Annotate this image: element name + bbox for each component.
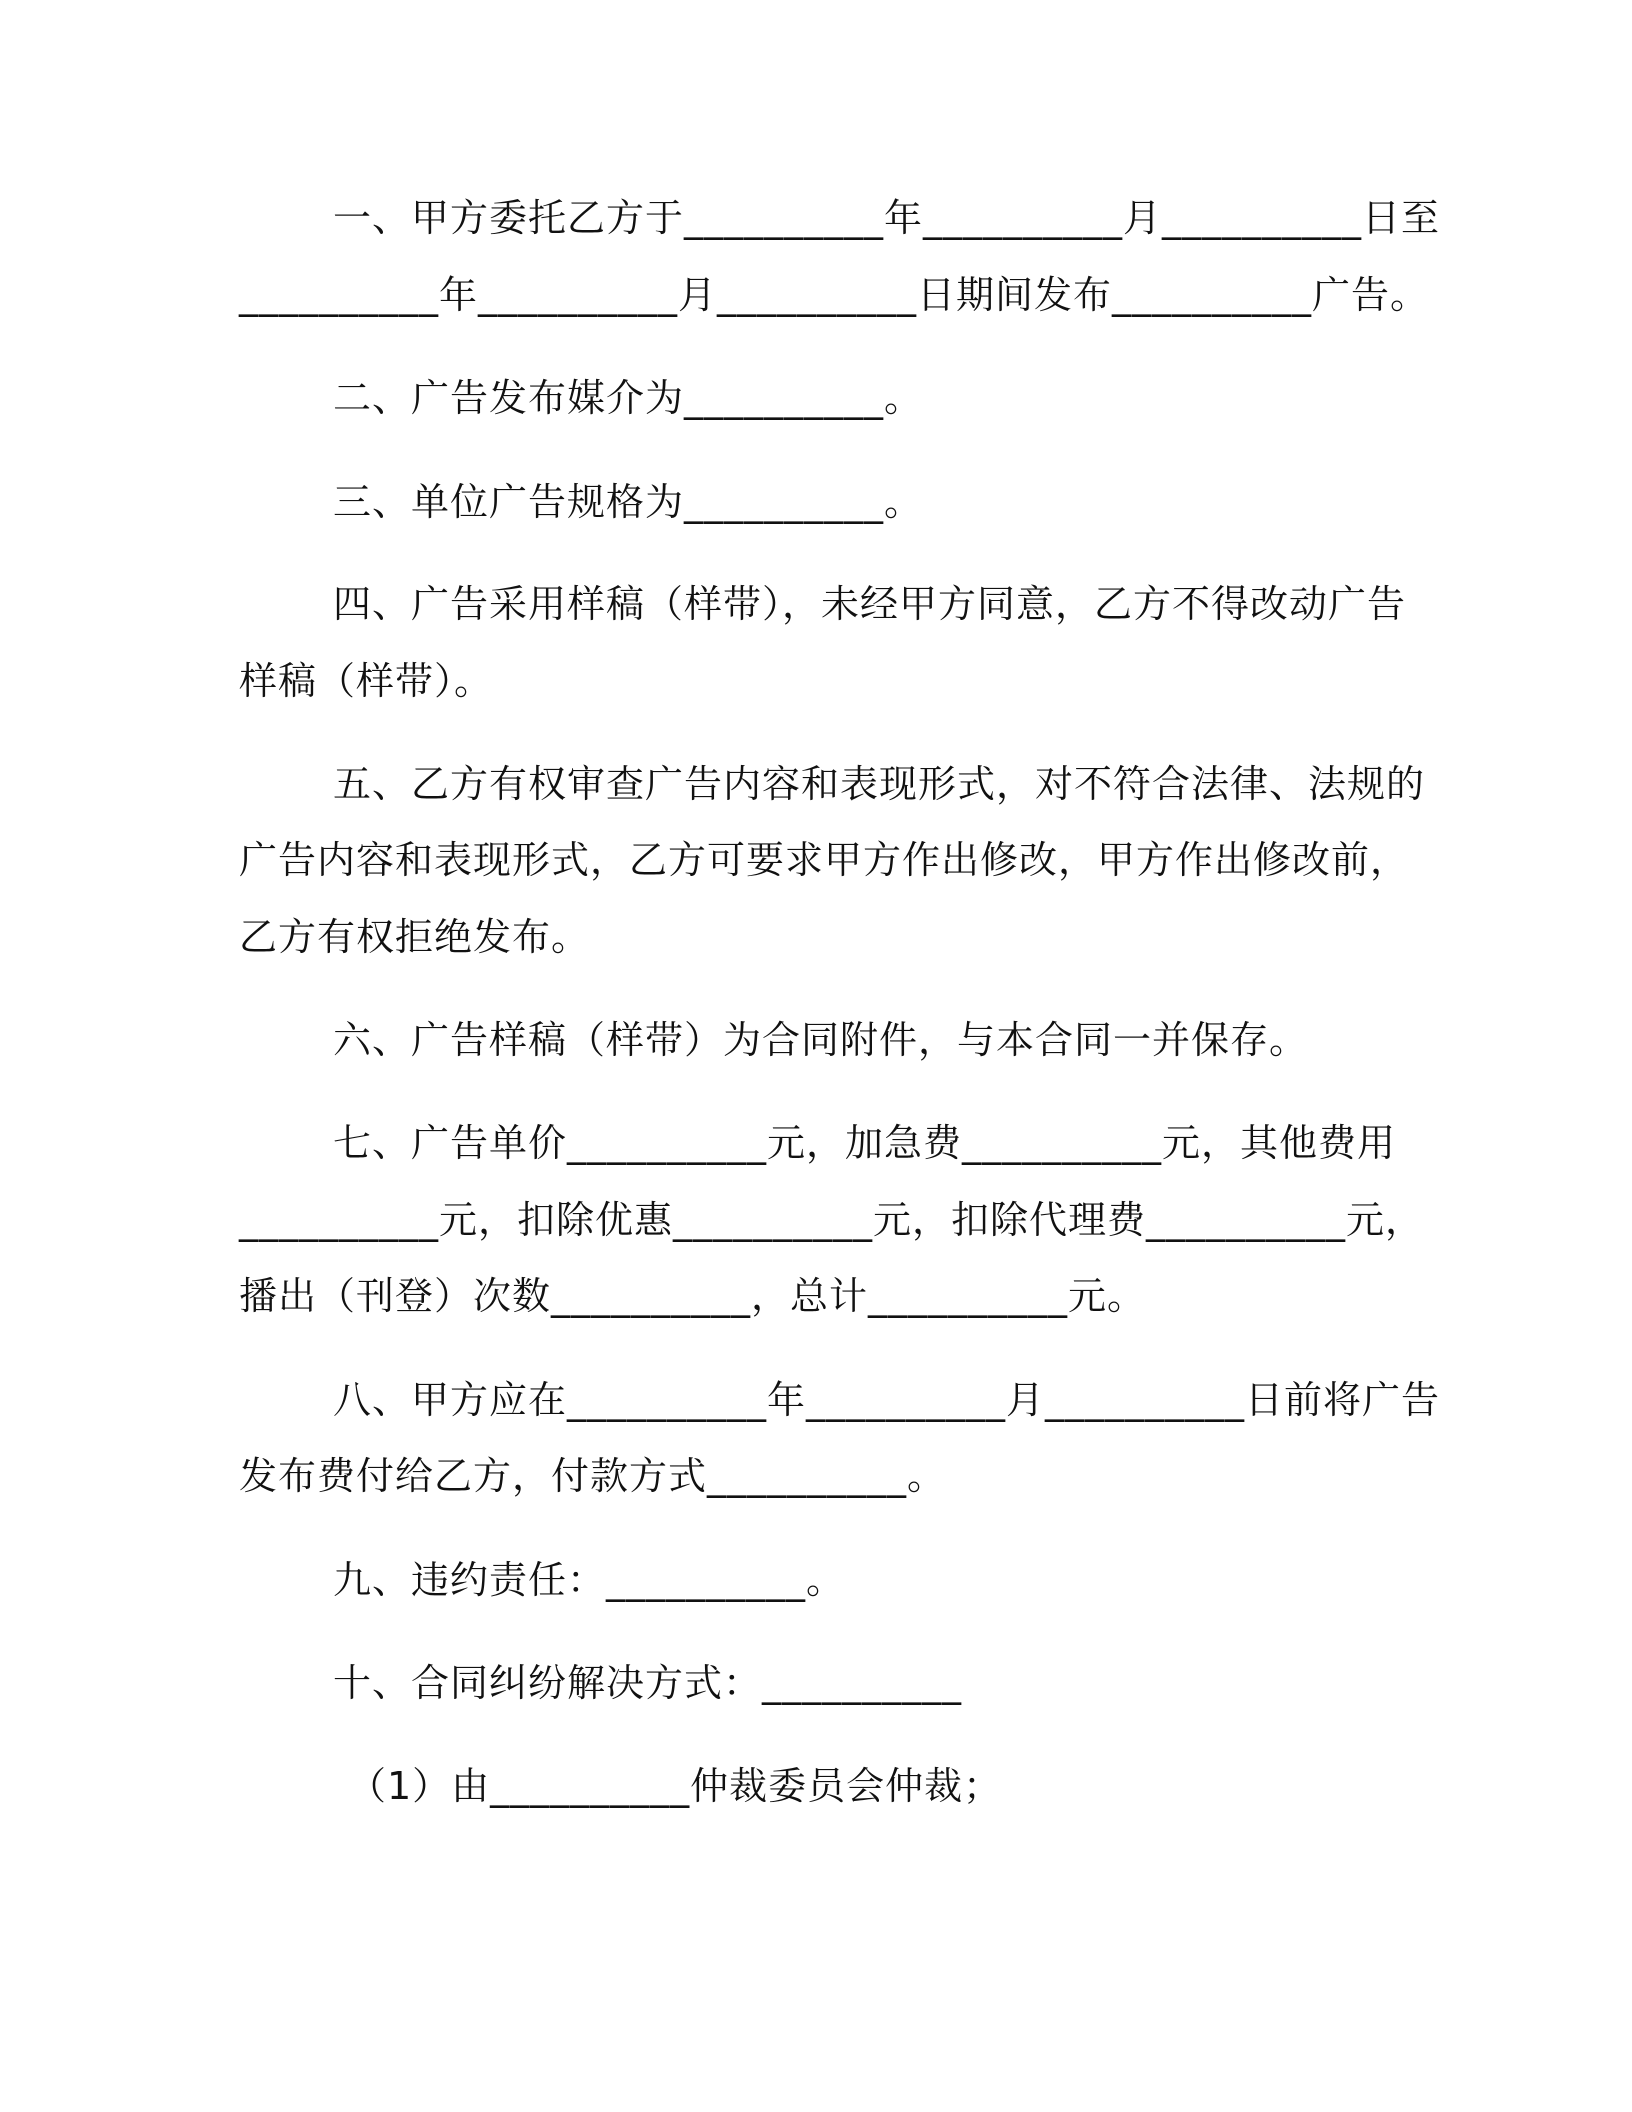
clause-8-line-2: 发布费付给乙方，付款方式__________。	[239, 1454, 947, 1498]
clause-5-line-3: 乙方有权拒绝发布。	[239, 915, 591, 959]
clause-5-line-2: 广告内容和表现形式，乙方可要求甲方作出修改，甲方作出修改前，	[239, 838, 1410, 882]
clause-6: 六、广告样稿（样带）为合同附件，与本合同一并保存。	[333, 1018, 1309, 1062]
clause-4-line-2: 样稿（样带）。	[239, 659, 494, 703]
clause-1-line-2: __________年__________月__________日期间发布__________广告。	[239, 273, 1430, 317]
clause-7-line-3: 播出（刊登）次数__________，总计__________元。	[239, 1274, 1147, 1318]
clause-7-line-1: 七、广告单价__________元，加急费__________元，其他费用	[333, 1121, 1397, 1165]
clause-5-line-1: 五、乙方有权审查广告内容和表现形式，对不符合法律、法规的	[333, 762, 1426, 806]
clause-3: 三、单位广告规格为__________。	[333, 480, 924, 524]
clause-8-line-1: 八、甲方应在__________年__________月__________日前将广告	[333, 1378, 1441, 1422]
clause-7-line-2: __________元，扣除优惠__________元，扣除代理费__________元，	[239, 1198, 1425, 1242]
clause-10-option-1: （1）由__________仲裁委员会仲裁；	[348, 1764, 1003, 1808]
clause-1-line-1: 一、甲方委托乙方于__________年__________月__________日至	[333, 196, 1441, 240]
clause-9: 九、违约责任：__________。	[333, 1558, 846, 1602]
clause-2: 二、广告发布媒介为__________。	[333, 376, 924, 420]
clause-4-line-1: 四、广告采用样稿（样带），未经甲方同意，乙方不得改动广告	[333, 582, 1407, 626]
clause-10: 十、合同纠纷解决方式：__________	[333, 1661, 963, 1705]
